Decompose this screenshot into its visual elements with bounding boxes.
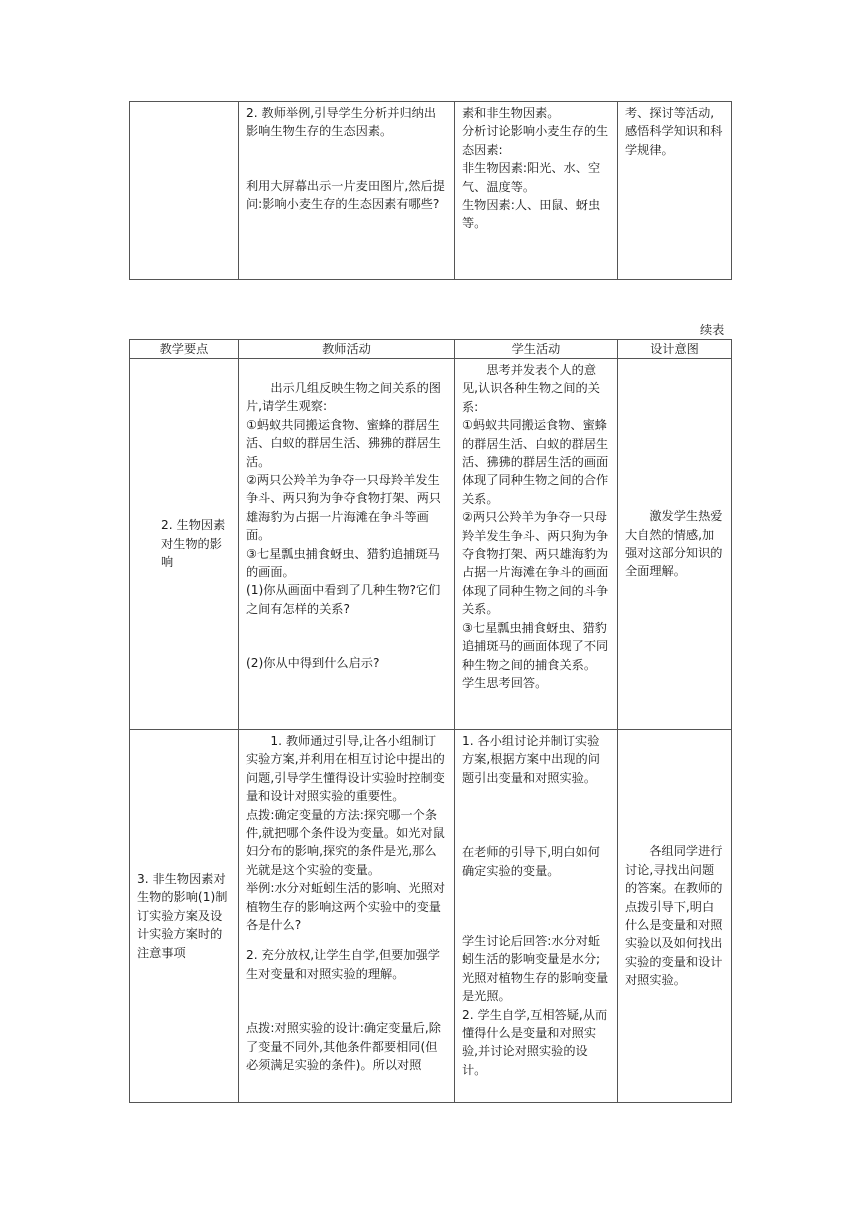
teacher-text: (1)你从画面中看到了几种生物?它们之间有怎样的关系? <box>246 583 441 616</box>
teacher-text: 举例:水分对蚯蚓生活的影响、光照对植物生存的影响这两个实验中的变量各是什么? <box>246 881 446 933</box>
header-row <box>130 340 732 359</box>
top-intent-text: 考、探讨等活动,感悟科学知识和科学规律。 <box>625 106 723 157</box>
teacher-cell <box>239 359 455 730</box>
student-text: ①蚂蚁共同搬运食物、蜜蜂的群居生活、白蚁的群居生活、狒狒的群居生活的画面体现了同种生物之间的合作关系。 <box>462 418 609 506</box>
top-student-cell <box>455 102 618 280</box>
header-teacher: 教师活动 <box>239 340 455 359</box>
header-point: 教学要点 <box>130 340 239 359</box>
top-teacher-cell <box>239 102 455 280</box>
top-teacher-text: 利用大屏幕出示一片麦田图片,然后提问:影响小麦生存的生态因素有哪些? <box>246 178 445 212</box>
student-cell <box>455 359 618 730</box>
student-text: 思考并发表个人的意见,认识各种生物之间的关系: <box>462 363 600 414</box>
continued-label: 续表 <box>700 323 725 337</box>
top-intent-cell <box>618 102 732 280</box>
point-cell <box>130 359 239 730</box>
intent-text: 各组同学进行讨论,寻找出问题的答案。在教师的点拨引导下,明白什么是变量和对照实验以及如何找出实验的变量和设计对照实验。 <box>625 844 723 988</box>
student-text: 1. 各小组讨论并制订实验方案,根据方案中出现的问题引出变量和对照实验。 <box>462 734 600 785</box>
teacher-cell <box>239 730 455 1103</box>
point-text: 2. 生物因素对生物的影响 <box>161 518 226 570</box>
header-student: 学生活动 <box>455 340 618 359</box>
lesson-plan-table <box>129 339 732 1103</box>
student-cell <box>455 730 618 1103</box>
teacher-text: (2)你从中得到什么启示? <box>246 656 380 671</box>
teacher-text: ③七星瓢虫捕食蚜虫、猎豹追捕斑马的画面。 <box>246 546 440 580</box>
teacher-text: 点拨:对照实验的设计:确定变量后,除了变量不同外,其他条件都要相同(但必须满足实验的条件)。所以对照 <box>246 1021 441 1073</box>
point-cell <box>130 730 239 1103</box>
intent-text: 激发学生热爱大自然的情感,加强对这部分知识的全面理解。 <box>625 509 723 579</box>
teacher-text: 2. 充分放权,让学生自学,但要加强学生对变量和对照实验的理解。 <box>246 948 440 981</box>
student-text: 在老师的引导下,明白如何确定实验的变量。 <box>462 845 600 878</box>
top-table-fragment <box>129 101 732 280</box>
student-text: 2. 学生自学,互相答疑,从而懂得什么是变量和对照实验,并讨论对照实验的设计。 <box>462 1007 608 1077</box>
student-text: 学生讨论后回答:水分对蚯蚓生活的影响变量是水分;光照对植物生存的影响变量是光照。 <box>462 934 609 1004</box>
top-point-cell <box>130 102 239 280</box>
intent-cell <box>618 730 732 1103</box>
top-teacher-text: 2. 教师举例,引导学生分析并归纳出影响生物生存的生态因素。 <box>246 106 437 139</box>
table-row <box>130 359 732 730</box>
top-student-text: 生物因素:人、田鼠、蚜虫等。 <box>462 198 601 231</box>
header-intent: 设计意图 <box>618 340 732 359</box>
teacher-text: 1. 教师通过引导,让各小组制订实验方案,并利用在相互讨论中提出的问题,引导学生懂得设计实验时控制变量和设计对照实验的重要性。 <box>246 734 445 804</box>
student-text: 学生思考回答。 <box>462 675 548 690</box>
intent-cell <box>618 359 732 730</box>
teacher-text: ②两只公羚羊为争夺一只母羚羊发生争斗、两只狗为争夺食物打架、两只雄海豹为占据一片海滩在争斗等画面。 <box>246 473 441 543</box>
student-text: ②两只公羚羊为争夺一只母羚羊发生争斗、两只狗为争夺食物打架、两只雄海豹为占据一片海滩在争斗的画面体现了同种生物之间的斗争关系。 <box>462 510 609 617</box>
teacher-text: ①蚂蚁共同搬运食物、蜜蜂的群居生活、白蚁的群居生活、狒狒的群居生活。 <box>246 417 441 469</box>
teacher-text: 点拨:确定变量的方法:探究哪一个条件,就把哪个条件设为变量。如光对鼠妇分布的影响,探究的条件是光,那么光就是这个实验的变量。 <box>246 807 445 877</box>
top-student-text: 素和非生物因素。 <box>462 106 560 120</box>
top-student-text: 非生物因素:阳光、水、空气、温度等。 <box>462 161 601 194</box>
top-student-text: 分析讨论影响小麦生存的生态因素: <box>462 124 609 157</box>
point-text: 3. 非生物因素对生物的影响(1)制订实验方案及设计实验方案时的注意事项 <box>137 871 228 960</box>
table-row <box>130 730 732 1103</box>
teacher-text: 出示几组反映生物之间关系的图片,请学生观察: <box>246 381 441 414</box>
student-text: ③七星瓢虫捕食蚜虫、猎豹追捕斑马的画面体现了不同种生物之间的捕食关系。 <box>462 620 609 672</box>
